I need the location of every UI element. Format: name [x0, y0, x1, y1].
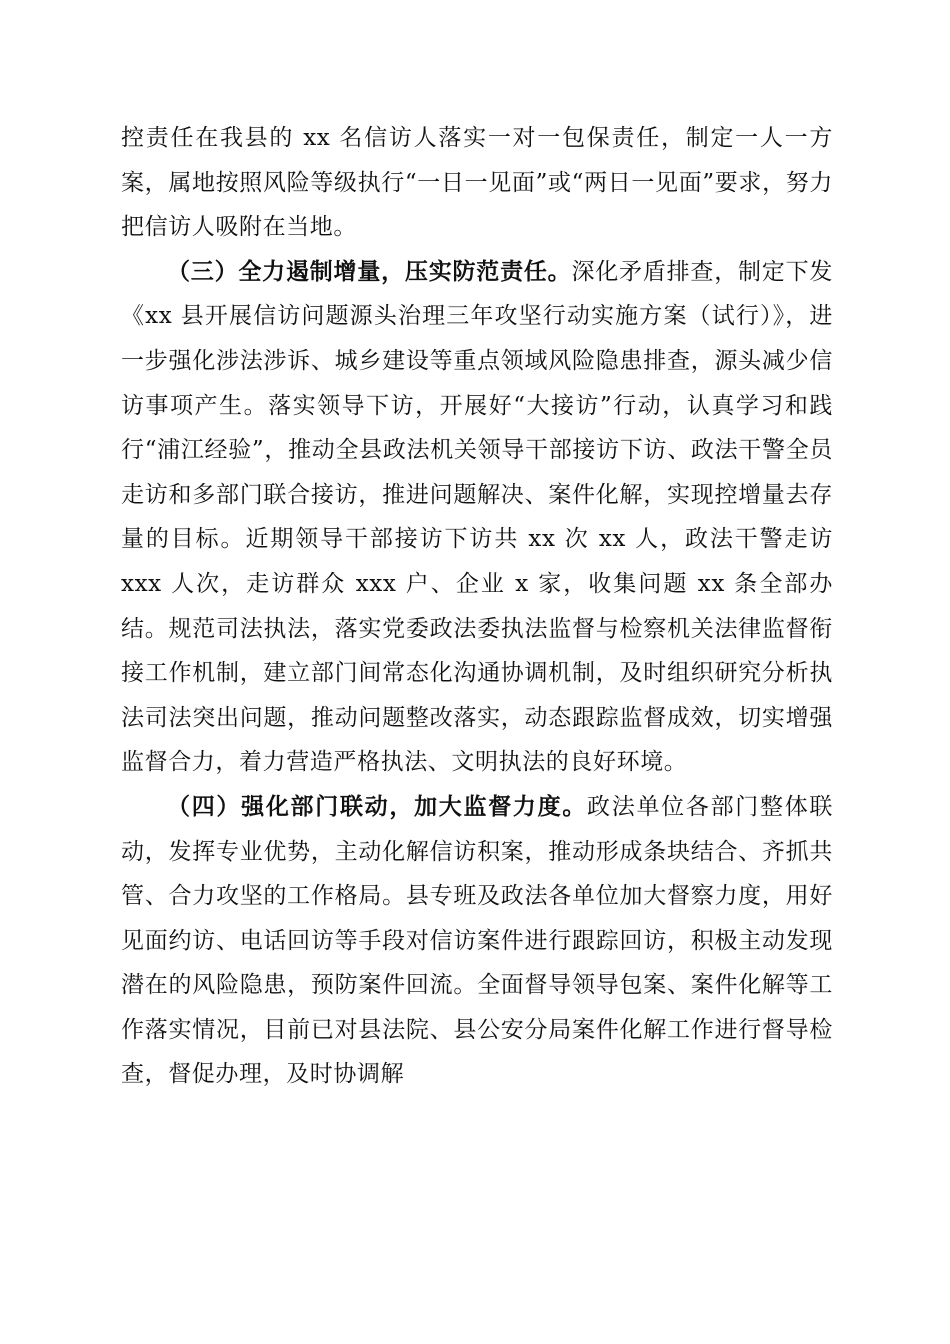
section-heading: （四）强化部门联动，加大监督力度。	[167, 792, 588, 820]
paragraph-continuation	[121, 116, 833, 250]
paragraph-section-3	[121, 250, 833, 785]
paragraph-body: 控责任在我县的 xx 名信访人落实一对一包保责任，制定一人一方案，属地按照风险等级执行“一日一见面”或“两日一见面”要求，努力把信访人吸附在当地。	[121, 125, 833, 241]
paragraph-section-4	[121, 785, 833, 1097]
paragraph-body: 政法单位各部门整体联动，发挥专业优势，主动化解信访积案，推动形成条块结合、齐抓共管、合力攻坚的工作格局。县专班及政法各单位加大督察力度，用好见面约访、电话回访等手段对信访案件进行跟踪回访，积极主动发现潜在的风险隐患，预防案件回流。全面督导领导包案、案件化解等工作落实情况，目前已对县法院、县公安分局案件化解工作进行督导检查，督促办理，及时协调解	[121, 793, 833, 1088]
paragraph-body: 深化矛盾排查，制定下发《xx 县开展信访问题源头治理三年攻坚行动实施方案（试行）》，进一步强化涉法涉诉、城乡建设等重点领域风险隐患排查，源头减少信访事项产生。落实领导下访，开展好“大接访”行动，认真学习和践行“浦江经验”，推动全县政法机关领导干部接访下访、政法干警全员走访和多部门联合接访，推进问题解决、案件化解，实现控增量去存量的目标。近期领导干部接访下访共 xx 次 xx 人，政法干警走访 xxx 人次，走访群众 xxx 户、企业 x 家，收集问题 xx 条全部办结。规范司法执法，落实党委政法委执法监督与检察机关法律监督衔接工作机制，建立部门间常态化沟通协调机制，及时组织研究分析执法司法突出问题，推动问题整改落实，动态跟踪监督成效，切实增强监督合力，着力营造严格执法、文明执法的良好环境。	[121, 258, 833, 776]
document-body	[121, 116, 833, 1097]
section-heading: （三）全力遏制增量，压实防范责任。	[167, 257, 572, 285]
